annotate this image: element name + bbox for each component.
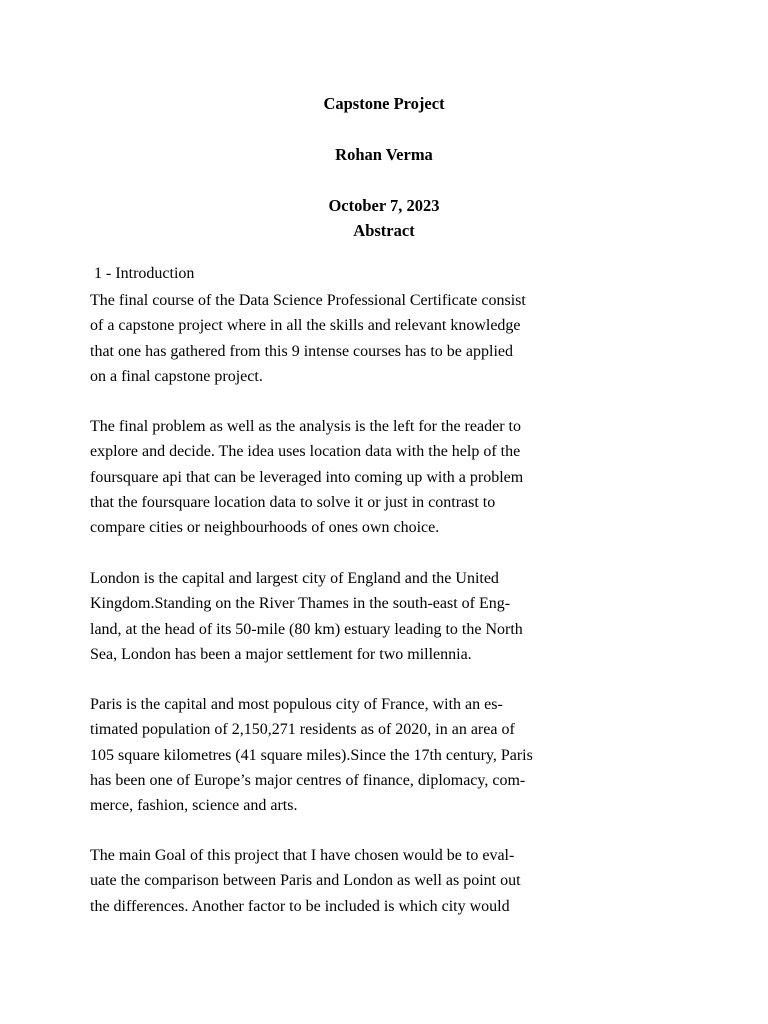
paragraph (90, 414, 590, 540)
paragraph-line: London is the capital and largest city of England and the United (90, 570, 499, 587)
paragraph-line: merce, fashion, science and arts. (90, 797, 298, 815)
paragraph-line: explore and decide. The idea uses location data with the help of the (90, 443, 521, 461)
paragraph-line: on a final capstone project. (90, 367, 263, 385)
paragraph (90, 843, 590, 919)
section-heading-introduction: 1 - Introduction (94, 265, 195, 282)
paragraph (90, 692, 590, 818)
paragraph-line: that one has gathered from this 9 intense courses has to be applied (90, 342, 513, 360)
paragraph-line: Kingdom.Standing on the River Thames in the south-east of Eng- (90, 595, 511, 613)
paragraph-line: foursquare api that can be leveraged into coming up with a problem (90, 468, 524, 486)
document-author: Rohan Verma (335, 145, 433, 164)
paragraph-line: The main Goal of this project that I have chosen would be to eval- (90, 847, 515, 864)
paragraph-line: uate the comparison between Paris and London as well as point out (90, 872, 521, 890)
document-date: October 7, 2023 (328, 196, 440, 215)
paragraph-line: The final course of the Data Science Professional Certificate consist (90, 292, 526, 309)
document-title: Capstone Project (323, 94, 445, 113)
paragraph-line: The final problem as well as the analysis is the left for the reader to (90, 418, 521, 435)
paragraph-line: has been one of Europe’s major centres of finance, diplomacy, com- (90, 771, 526, 789)
paragraph-line: Sea, London has been a major settlement for two millennia. (90, 645, 472, 663)
paragraph-line: land, at the head of its 50-mile (80 km) estuary leading to the North (90, 620, 523, 638)
paragraph (90, 566, 590, 667)
paragraph-line: 105 square kilometres (41 square miles).Since the 17th century, Paris (90, 746, 533, 764)
paragraph-line: that the foursquare location data to solve it or just in contrast to (90, 493, 496, 511)
paragraph (90, 288, 590, 389)
paragraph-line: timated population of 2,150,271 residents as of 2020, in an area of (90, 721, 515, 739)
paragraph-line: of a capstone project where in all the skills and relevant knowledge (90, 317, 521, 335)
paragraph-line: Paris is the capital and most populous city of France, with an es- (90, 696, 503, 713)
abstract-heading: Abstract (353, 221, 415, 240)
paragraph-line: compare cities or neighbourhoods of ones own choice. (90, 519, 440, 537)
paragraph-line: the differences. Another factor to be included is which city would (90, 897, 510, 915)
